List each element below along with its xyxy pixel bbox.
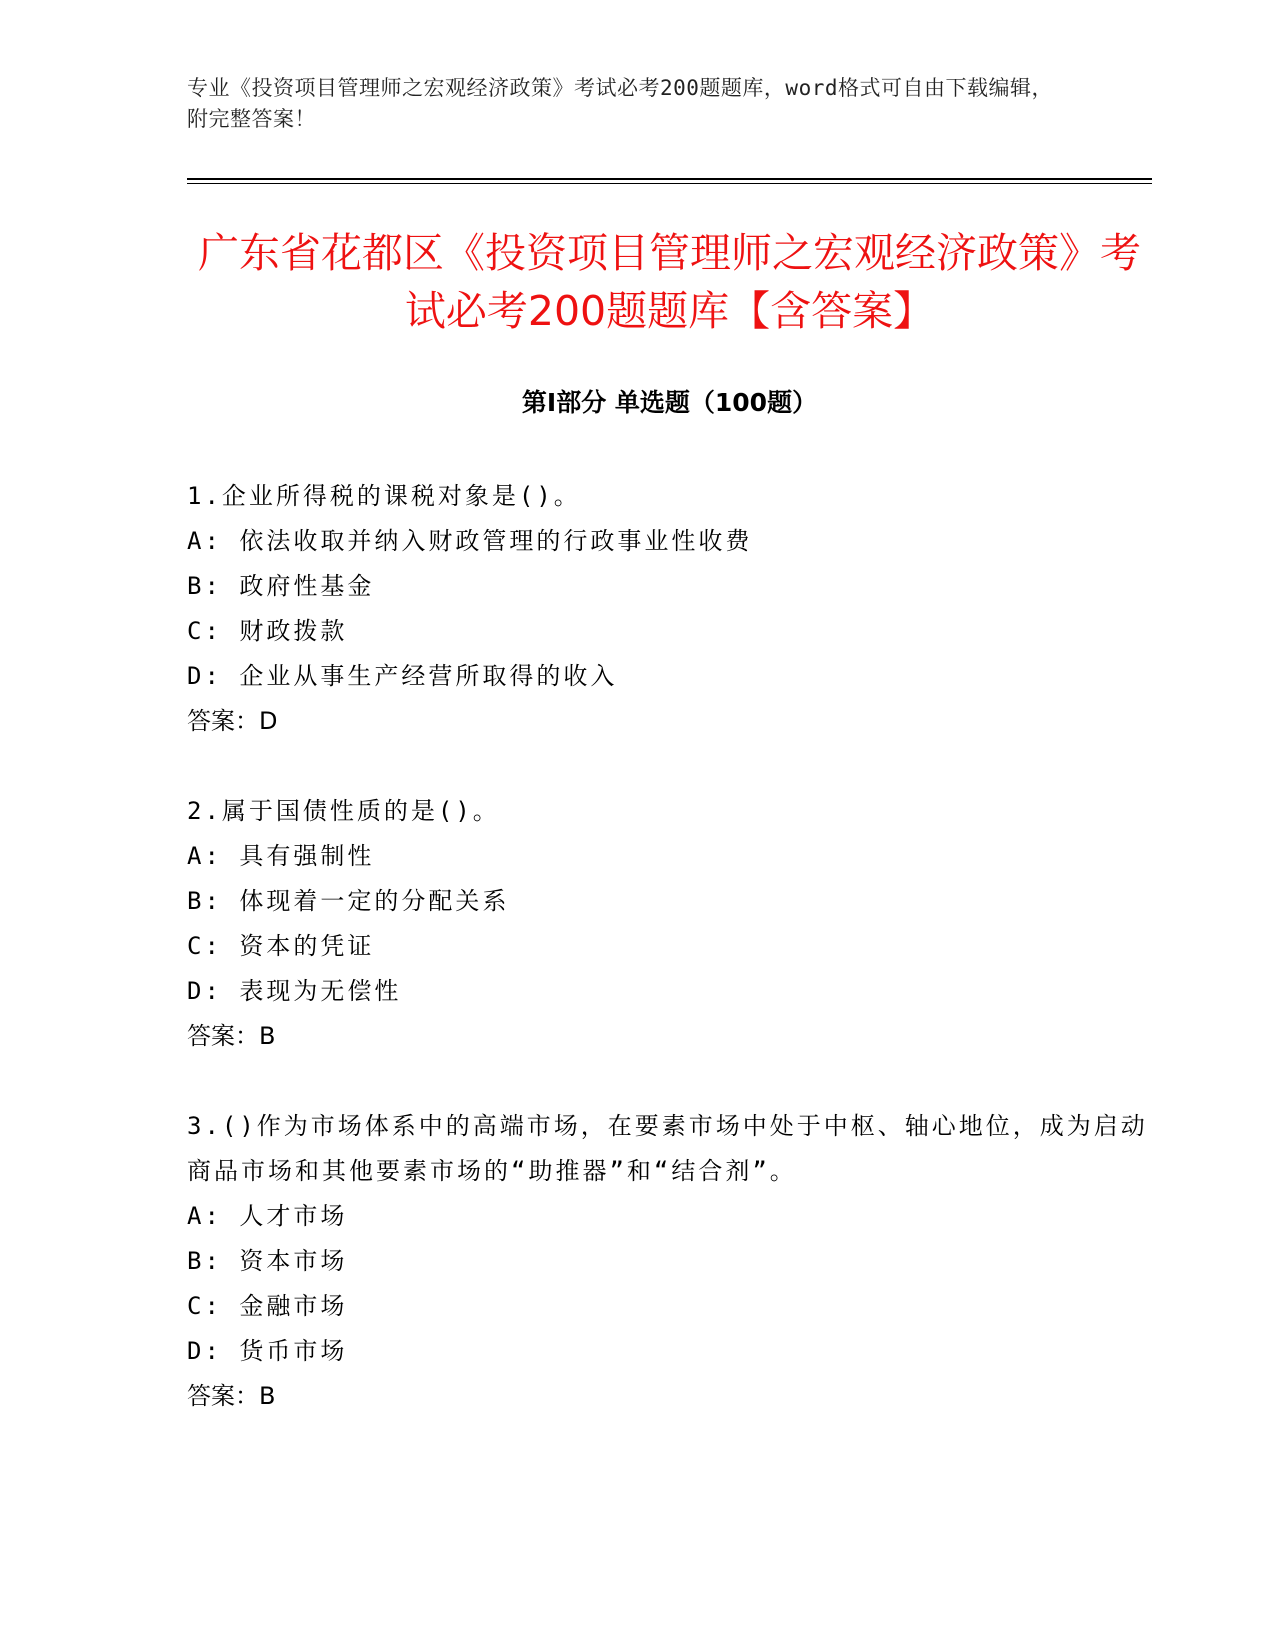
answer-line: 答案：D xyxy=(187,707,278,735)
option-c: C: 财政拨款 xyxy=(187,617,348,645)
option-b: B: 政府性基金 xyxy=(187,572,375,600)
option-a: A: 具有强制性 xyxy=(187,842,375,870)
question-1 xyxy=(187,474,1152,744)
option-a: A: 依法收取并纳入财政管理的行政事业性收费 xyxy=(187,527,753,555)
header-note: 专业《投资项目管理师之宏观经济政策》考试必考200题题库，word格式可自由下载编辑，附完整答案！ xyxy=(187,76,1053,131)
option-d: D: 企业从事生产经营所取得的收入 xyxy=(187,662,618,690)
question-stem: 2.属于国债性质的是()。 xyxy=(187,797,500,825)
question-2 xyxy=(187,789,1152,1059)
option-b: B: 资本市场 xyxy=(187,1247,348,1275)
option-c: C: 资本的凭证 xyxy=(187,932,375,960)
answer-line: 答案：B xyxy=(187,1382,276,1410)
option-a: A: 人才市场 xyxy=(187,1202,348,1230)
option-d: D: 货币市场 xyxy=(187,1337,348,1365)
header-divider-thick xyxy=(187,178,1152,180)
answer-line: 答案：B xyxy=(187,1022,276,1050)
header-divider-thin xyxy=(187,183,1152,184)
question-list xyxy=(187,474,1152,1464)
document-title: 广东省花都区《投资项目管理师之宏观经济政策》考试必考200题题库【含答案】 xyxy=(198,229,1141,335)
question-stem: 3.()作为市场体系中的高端市场，在要素市场中处于中枢、轴心地位，成为启动商品市场和其他要素市场的“助推器”和“结合剂”。 xyxy=(187,1112,1148,1185)
option-b: B: 体现着一定的分配关系 xyxy=(187,887,510,915)
section-heading: 第Ⅰ部分 单选题（100题） xyxy=(521,388,818,417)
question-stem: 1.企业所得税的课税对象是()。 xyxy=(187,482,581,510)
option-c: C: 金融市场 xyxy=(187,1292,348,1320)
question-3 xyxy=(187,1104,1152,1419)
option-d: D: 表现为无偿性 xyxy=(187,977,402,1005)
